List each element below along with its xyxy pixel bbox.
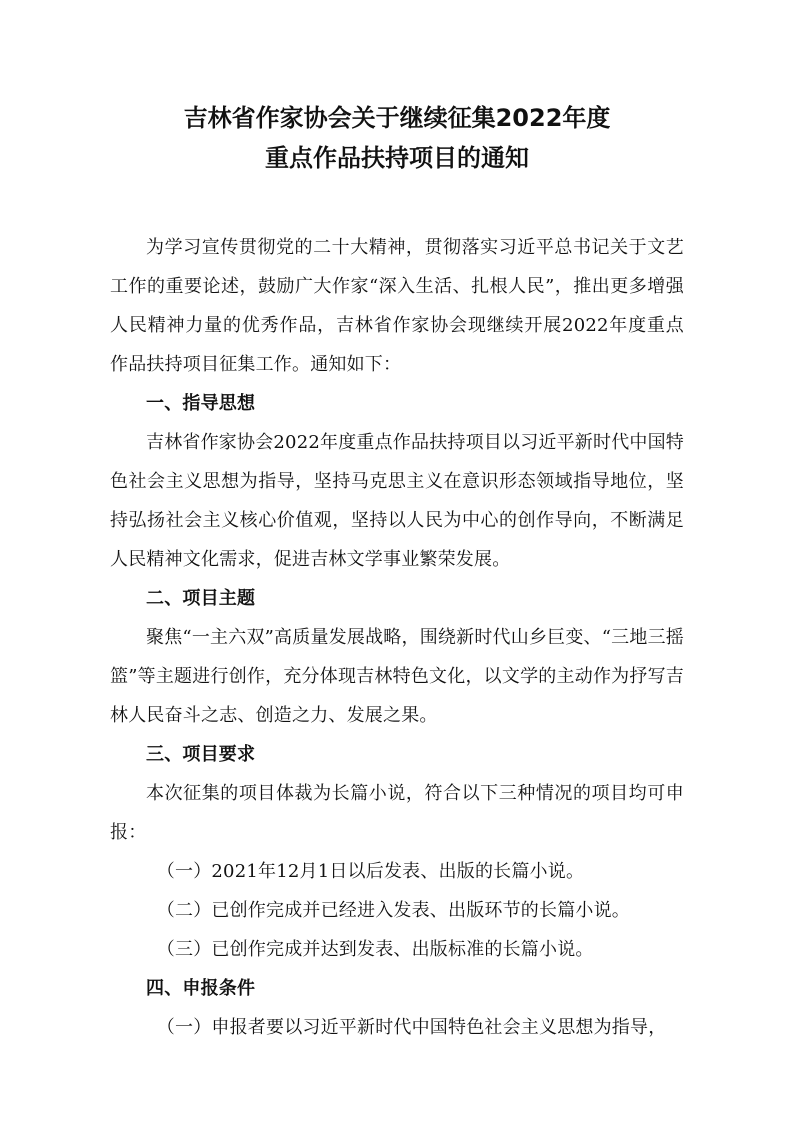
intro-paragraph: 为学习宣传贯彻党的二十大精神，贯彻落实习近平总书记关于文艺工作的重要论述，鼓励广大作家“深入生活、扎根人民”，推出更多增强人民精神力量的优秀作品，吉林省作家协会现继续开展2022年度重点作品扶持项目征集工作。通知如下： xyxy=(110,237,684,375)
title-line-1: 吉林省作家协会关于继续征集2022年度 xyxy=(183,104,611,132)
section-paragraph-project-requirements: 本次征集的项目体裁为长篇小说，符合以下三种情况的项目均可申报： xyxy=(110,783,684,843)
section-paragraph-project-theme: 聚焦“一主六双”高质量发展战略，围绕新时代山乡巨变、“三地三摇篮”等主题进行创作，充分体现吉林特色文化，以文学的主动作为抒写吉林人民奋斗之志、创造之力、发展之果。 xyxy=(110,627,684,726)
requirement-item-1: （一）2021年12月1日以后发表、出版的长篇小说。 xyxy=(156,861,585,882)
document-title xyxy=(110,98,684,178)
section-paragraph-application-conditions: （一）申报者要以习近平新时代中国特色社会主义思想为指导， xyxy=(156,1017,667,1038)
section-heading-project-theme: 二、项目主题 xyxy=(146,588,256,609)
section-heading-guiding-ideology: 一、指导思想 xyxy=(146,393,256,414)
section-paragraph-guiding-ideology: 吉林省作家协会2022年度重点作品扶持项目以习近平新时代中国特色社会主义思想为指导，坚持马克思主义在意识形态领域指导地位，坚持弘扬社会主义核心价值观，坚持以人民为中心的创作导向，不断满足人民精神文化需求，促进吉林文学事业繁荣发展。 xyxy=(110,432,685,570)
section-heading-project-requirements: 三、项目要求 xyxy=(146,744,256,765)
document-body xyxy=(110,228,684,1047)
section-heading-application-conditions: 四、申报条件 xyxy=(146,978,256,999)
requirement-item-3: （三）已创作完成并达到发表、出版标准的长篇小说。 xyxy=(156,939,594,960)
title-line-2: 重点作品扶持项目的通知 xyxy=(265,144,529,172)
requirement-item-2: （二）已创作完成并已经进入发表、出版环节的长篇小说。 xyxy=(156,900,630,921)
